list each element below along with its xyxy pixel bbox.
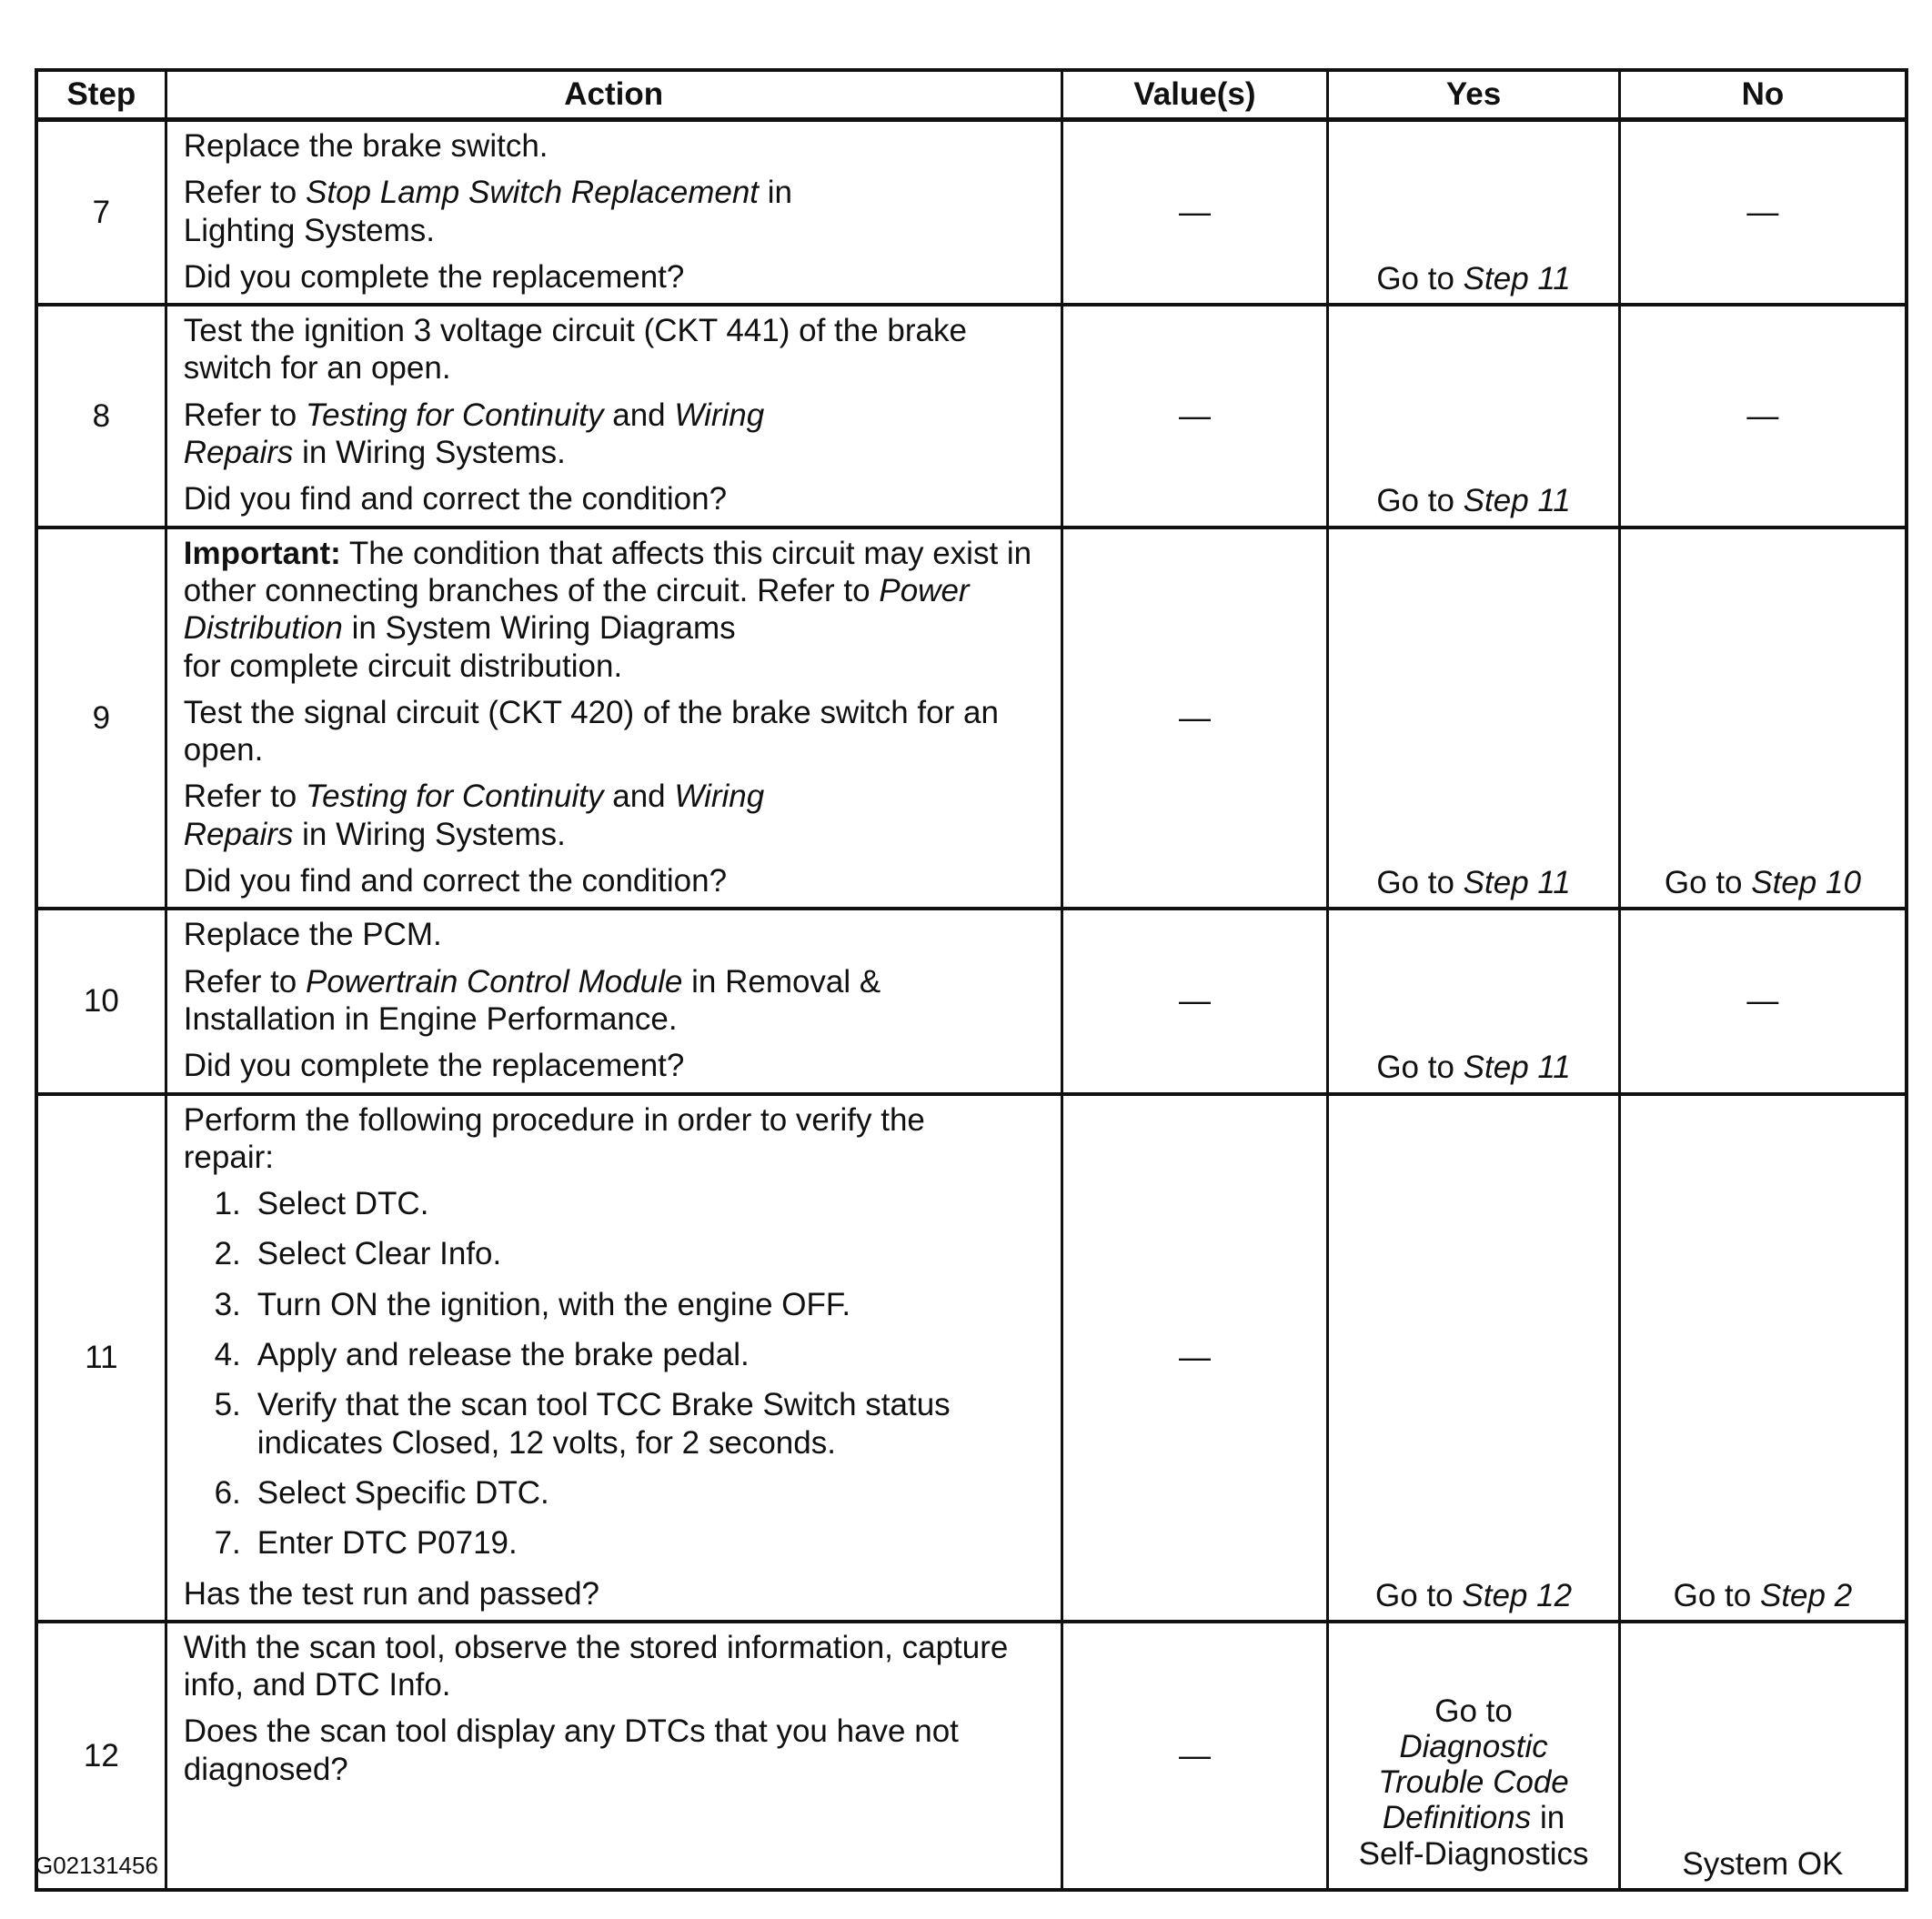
header-row <box>36 70 1907 120</box>
value-dash: — <box>1062 120 1328 306</box>
list-item: 4. Apply and release the brake pedal. <box>214 1337 750 1373</box>
action-cell <box>166 1622 1062 1890</box>
table-row-step-9 <box>36 527 1907 909</box>
yes-cell <box>1328 1622 1620 1890</box>
action-text: Test the signal circuit (CKT 420) of the brake switch for an open. <box>183 694 999 769</box>
action-cell <box>166 527 1062 909</box>
important-note: Important: The condition that affects this circuit may exist in other connecting branches of the circuit. Refer to Power Distribution in System Wiring Diagrams for complete circuit distribution. <box>183 535 1032 684</box>
action-reference: Refer to Testing for Continuity and Wiring Repairs in Wiring Systems. <box>183 779 765 852</box>
procedure-list <box>184 1185 1052 1562</box>
yes-goto: Go to Step 11 <box>1376 483 1571 519</box>
yes-cell <box>1328 527 1620 909</box>
no-goto: Go to Step 2 <box>1673 1577 1853 1613</box>
yes-cell <box>1328 1094 1620 1622</box>
list-item: 2. Select Clear Info. <box>214 1236 502 1272</box>
action-question: Does the scan tool display any DTCs that you have not diagnosed? <box>183 1713 959 1787</box>
value-dash: — <box>1062 1622 1328 1890</box>
header-yes: Yes <box>1328 70 1620 120</box>
action-text: Replace the brake switch. <box>183 128 548 164</box>
action-cell <box>166 1094 1062 1622</box>
header-step: Step <box>36 70 166 120</box>
reference-link: Stop Lamp Switch Replacement <box>306 175 760 211</box>
list-item: 1. Select DTC. <box>214 1186 429 1222</box>
no-goto: Go to Step 10 <box>1664 865 1861 901</box>
yes-goto: Go to Step 12 <box>1375 1577 1573 1613</box>
value-dash: — <box>1062 527 1328 909</box>
action-cell <box>166 120 1062 306</box>
value-dash: — <box>1062 909 1328 1093</box>
no-dash: — <box>1619 120 1907 306</box>
table-row-step-12 <box>36 1622 1907 1890</box>
no-cell <box>1619 1622 1907 1890</box>
yes-cell <box>1328 909 1620 1093</box>
action-text: Perform the following procedure in order to verify the repair: <box>183 1101 925 1175</box>
header-action: Action <box>166 70 1062 120</box>
step-number: 10 <box>36 909 166 1093</box>
action-reference: Refer to Testing for Continuity and Wiring Repairs in Wiring Systems. <box>183 397 765 471</box>
action-cell <box>166 305 1062 527</box>
no-result: System OK <box>1682 1845 1844 1882</box>
value-dash: — <box>1062 1094 1328 1622</box>
action-text: Test the ignition 3 voltage circuit (CKT 441) of the brake switch for an open. <box>183 313 967 387</box>
no-dash: — <box>1619 909 1907 1093</box>
action-question: Did you complete the replacement? <box>183 1048 685 1084</box>
important-label: Important: <box>183 535 341 571</box>
list-item: 5. Verify that the scan tool TCC Brake Switch status indicates Closed, 12 volts, for 2 seconds. <box>214 1387 951 1461</box>
figure-id: G02131456 <box>35 1852 158 1879</box>
header-values: Value(s) <box>1062 70 1328 120</box>
table-row-step-10 <box>36 909 1907 1093</box>
no-cell <box>1619 1094 1907 1622</box>
yes-goto: Go to Diagnostic Trouble Code Definitions in Self-Diagnostics <box>1358 1693 1589 1872</box>
step-number: 11 <box>36 1094 166 1622</box>
value-dash: — <box>1062 305 1328 527</box>
action-question: Has the test run and passed? <box>183 1575 600 1612</box>
no-cell <box>1619 527 1907 909</box>
action-text: With the scan tool, observe the stored information, capture info, and DTC Info. <box>183 1629 1009 1703</box>
action-reference: Refer to Powertrain Control Module in Removal & Installation in Engine Performance. <box>183 963 881 1037</box>
table-row-step-11 <box>36 1094 1907 1622</box>
action-question: Did you complete the replacement? <box>183 258 685 295</box>
list-item: 7. Enter DTC P0719. <box>214 1525 518 1562</box>
yes-goto: Go to Step 11 <box>1376 260 1571 296</box>
yes-cell <box>1328 305 1620 527</box>
table-row-step-8 <box>36 305 1907 527</box>
yes-goto: Go to Step 11 <box>1376 865 1571 901</box>
action-cell <box>166 909 1062 1093</box>
diagnostic-table <box>35 68 1908 1892</box>
action-question: Did you find and correct the condition? <box>183 481 728 517</box>
list-item: 6. Select Specific DTC. <box>214 1474 549 1511</box>
no-dash: — <box>1619 305 1907 527</box>
action-question: Did you find and correct the condition? <box>183 863 728 899</box>
table-row-step-7 <box>36 120 1907 306</box>
action-reference: Refer to Stop Lamp Switch Replacement in Lighting Systems. <box>183 175 793 248</box>
action-text: Replace the PCM. <box>183 917 442 953</box>
step-number: 12 <box>36 1622 166 1890</box>
yes-cell <box>1328 120 1620 306</box>
step-number: 7 <box>36 120 166 306</box>
header-no: No <box>1619 70 1907 120</box>
step-number: 8 <box>36 305 166 527</box>
step-number: 9 <box>36 527 166 909</box>
yes-goto: Go to Step 11 <box>1376 1050 1571 1086</box>
list-item: 3. Turn ON the ignition, with the engine OFF. <box>214 1286 851 1322</box>
